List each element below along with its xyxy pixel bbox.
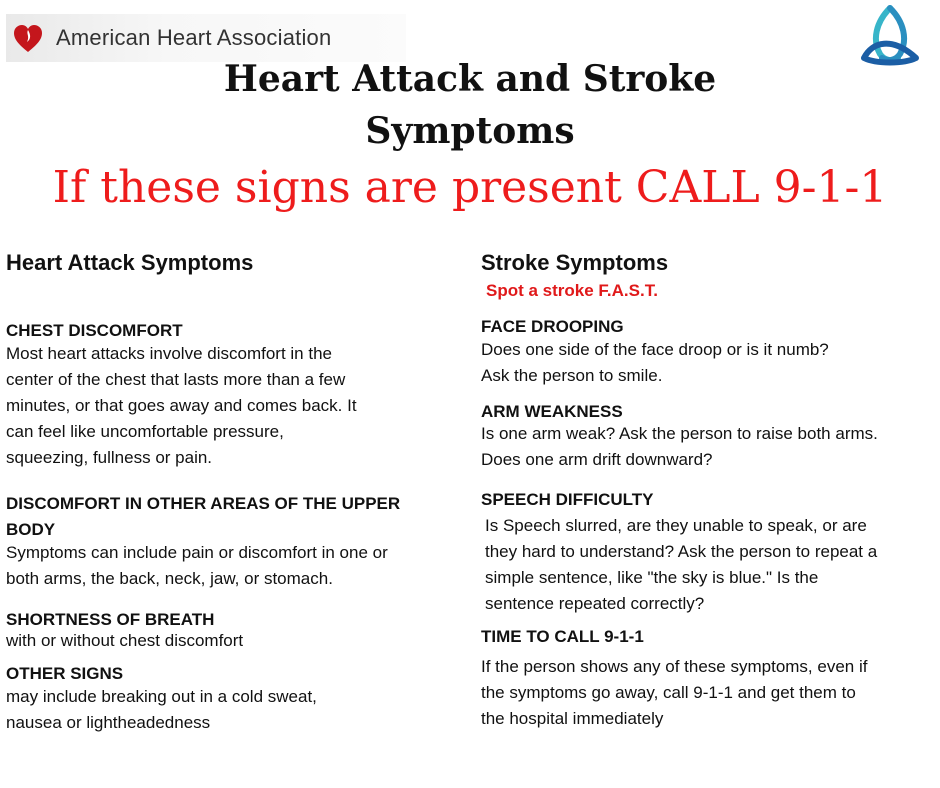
section-body: Most heart attacks involve discomfort in the center of the chest that lasts more than a few minutes, or that goes away and comes back. It can feel like uncomfortable pressure, squeezing, fullness or pain. <box>6 344 357 467</box>
section-body: Does one side of the face droop or is it numb? Ask the person to smile. <box>481 340 829 385</box>
section-body: Symptoms can include pain or discomfort in one or both arms, the back, neck, jaw, or stomach. <box>6 543 388 588</box>
heart-attack-column <box>6 248 451 736</box>
section-body: If the person shows any of these symptoms, even if the symptoms go away, call 9-1-1 and get them to the hospital immediately <box>481 657 868 728</box>
symptom-section <box>481 487 926 617</box>
section-title: SPEECH DIFFICULTY <box>481 490 654 509</box>
heart-attack-heading: Heart Attack Symptoms <box>6 250 254 275</box>
section-title: TIME TO CALL 9-1-1 <box>481 627 644 646</box>
section-body: may include breaking out in a cold sweat, nausea or lightheadedness <box>6 687 317 732</box>
section-body: Is one arm weak? Ask the person to raise both arms. Does one arm drift downward? <box>481 424 878 469</box>
section-title: ARM WEAKNESS <box>481 402 623 421</box>
section-body: with or without chest discomfort <box>6 631 244 650</box>
page-title-line-1: Heart Attack and Stroke <box>223 58 717 100</box>
symptom-section <box>481 399 926 473</box>
org-name: American Heart Association <box>56 25 332 50</box>
symptom-section <box>6 491 451 592</box>
symptom-section <box>481 314 926 389</box>
section-title: OTHER SIGNS <box>6 664 124 683</box>
fast-subheading: Spot a stroke F.A.S.T. <box>486 281 658 300</box>
symptom-section <box>6 607 451 654</box>
section-title: DISCOMFORT IN OTHER AREAS OF THE UPPER BODY <box>6 494 401 539</box>
trinity-knot-icon <box>858 4 922 66</box>
section-body: Is Speech slurred, are they unable to speak, or are they hard to understand? Ask the person to repeat a simple sentence, like "the sky is blue." Is the sentence repeated correctly? <box>485 516 878 613</box>
stroke-column <box>481 248 926 732</box>
symptom-section <box>6 661 451 736</box>
symptom-section <box>481 624 926 732</box>
call-911-banner: If these signs are present CALL 9-1-1 <box>52 162 888 213</box>
heart-torch-icon <box>8 18 48 58</box>
page-title-line-2: Symptoms <box>365 110 575 152</box>
section-title: FACE DROOPING <box>481 317 624 336</box>
section-title: SHORTNESS OF BREATH <box>6 610 215 629</box>
section-title: CHEST DISCOMFORT <box>6 321 183 340</box>
aha-logo <box>6 14 406 62</box>
stroke-heading: Stroke Symptoms <box>481 250 669 275</box>
symptom-section <box>6 318 451 471</box>
